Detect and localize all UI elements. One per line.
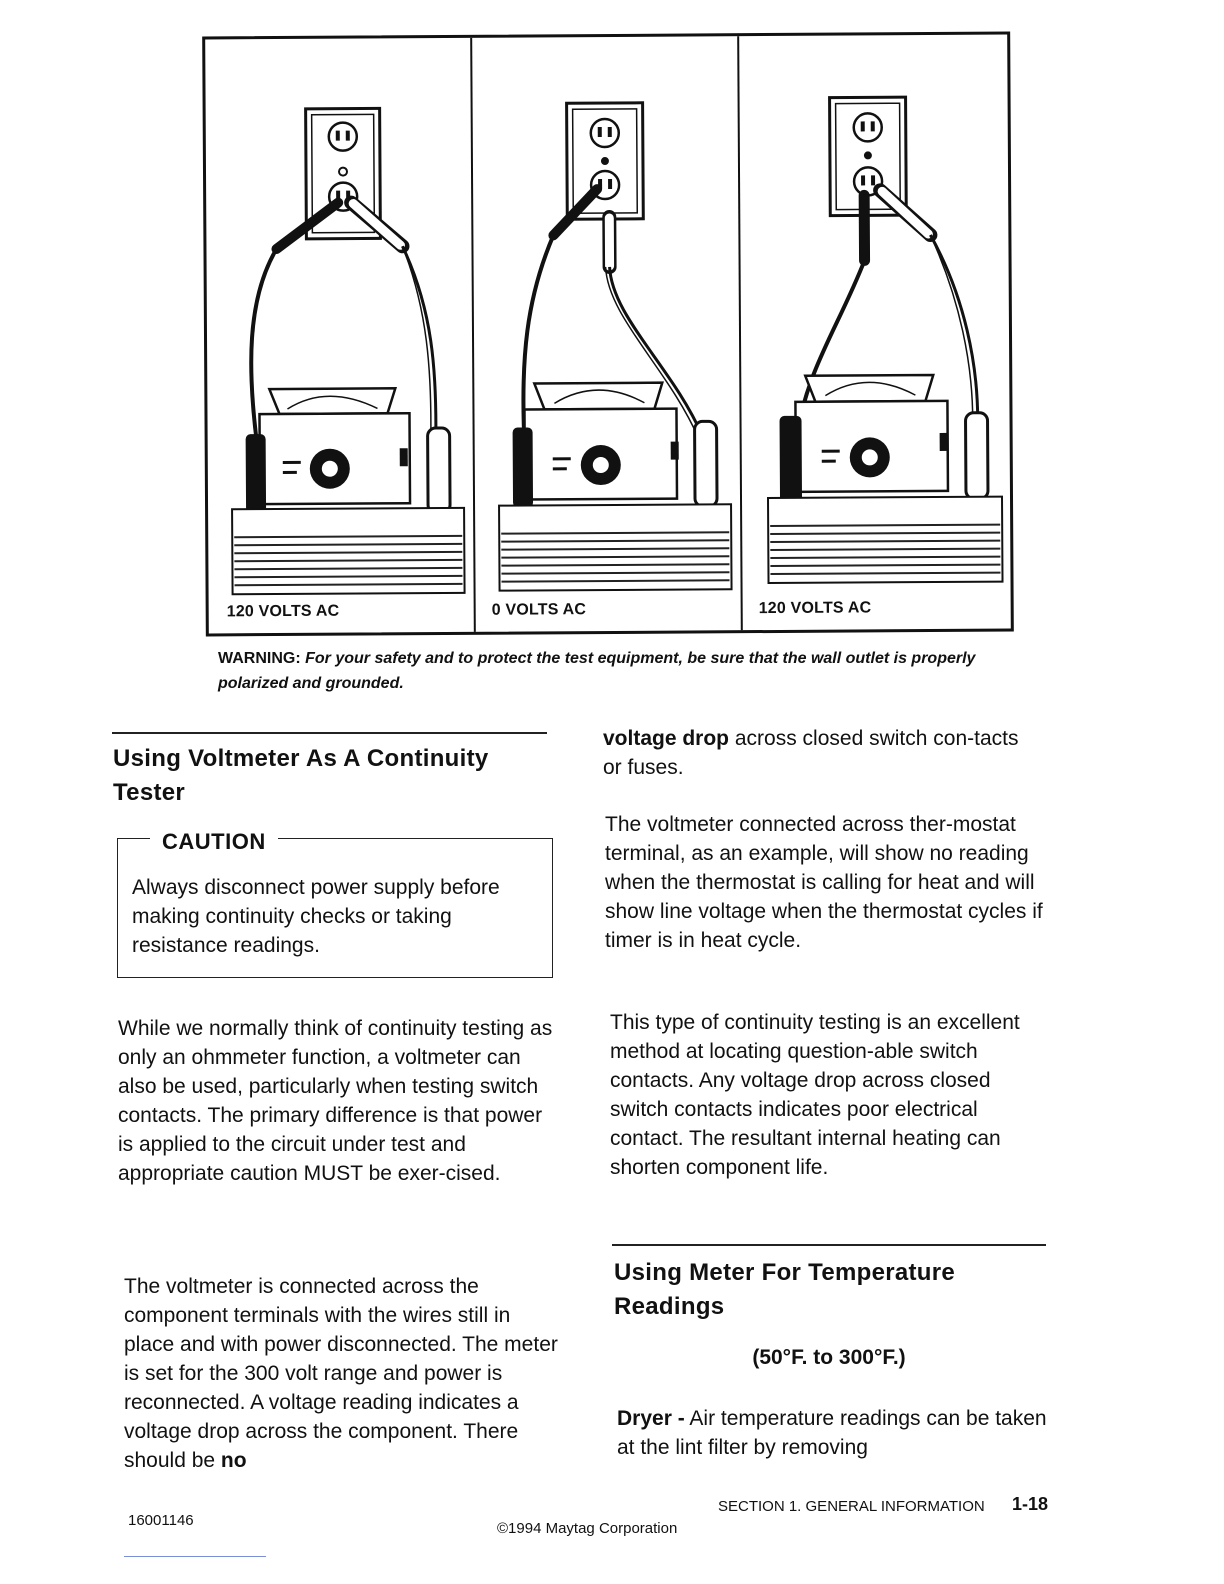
warning-text: For your safety and to protect the test equipment, be sure that the wall outlet is properly polarized and grounded. <box>218 650 976 692</box>
caution-text: Always disconnect power supply before making continuity checks or taking resistance readings. <box>132 876 500 957</box>
figure-panel-3 <box>737 35 1011 631</box>
dryer-text: Air temperature readings can be taken at the lint filter by removing <box>617 1407 1047 1459</box>
right-section-heading: Using Meter For Temperature Readings <box>614 1259 956 1320</box>
right-continued-paragraph <box>603 724 1033 782</box>
voltmeter-outlet-drawing-3 <box>737 35 1011 637</box>
left-paragraph-2-bold: no <box>220 1449 247 1472</box>
right-heading-rule <box>612 1244 1046 1246</box>
left-paragraph-2-text: The voltmeter is connected across the component terminals with the wires still in place and with power disconnected. The meter is set for the 300 volt range and power is reconnected. A voltage reading indicates a voltage drop across the component. There should be <box>124 1275 558 1472</box>
document-number: 16001146 <box>128 1512 194 1529</box>
left-paragraph-1: While we normally think of continuity testing as only an ohmmeter function, a voltmeter can also be used, particularly when testing switch contacts. The primary difference is that power is applied to the circuit under test and appropriate caution MUST be exer-cised. <box>118 1017 553 1185</box>
left-heading-rule <box>112 732 547 734</box>
figure-warning <box>218 646 1008 696</box>
figure-panel-1 <box>205 38 476 634</box>
copyright-notice: ©1994 Maytag Corporation <box>497 1520 678 1537</box>
right-paragraph-dryer <box>617 1404 1047 1462</box>
right-paragraph-thermostat: The voltmeter connected across ther-mostat terminal, as an example, will show no reading when the thermostat is calling for heat and will show line voltage when the thermostat cycles if timer is in heat cycle. <box>605 813 1043 952</box>
footer-underline <box>124 1556 266 1557</box>
temperature-range: (50°F. to 300°F.) <box>752 1346 906 1369</box>
left-paragraph-2 <box>124 1272 564 1475</box>
right-paragraph-switch: This type of continuity testing is an excellent method at locating question-able switch contacts. Any voltage drop across closed switch contacts indicates poor electrical contact. The resultant internal heating can shorten component life. <box>610 1011 1020 1179</box>
continued-bold-text: voltage drop <box>603 727 730 750</box>
warning-lead: WARNING: <box>218 650 301 667</box>
panel-2-voltage-label: 0 VOLTS AC <box>491 601 587 619</box>
dryer-label: Dryer - <box>617 1407 685 1430</box>
caution-box <box>117 838 553 978</box>
left-section-heading: Using Voltmeter As A Continuity Tester <box>113 745 489 806</box>
section-label: SECTION 1. GENERAL INFORMATION <box>718 1498 985 1515</box>
panel-3-voltage-label: 120 VOLTS AC <box>758 599 872 618</box>
figure-panel-2 <box>470 36 743 632</box>
panel-1-voltage-label: 120 VOLTS AC <box>226 602 340 621</box>
voltmeter-outlet-drawing-1 <box>205 38 474 640</box>
caution-title: CAUTION <box>150 829 278 855</box>
continued-text: across closed switch con-tacts or fuses. <box>603 727 1019 779</box>
voltmeter-outlet-drawing-2 <box>470 36 741 638</box>
page-number: 1-18 <box>1012 1494 1049 1514</box>
meter-illustration-figure <box>202 32 1014 637</box>
